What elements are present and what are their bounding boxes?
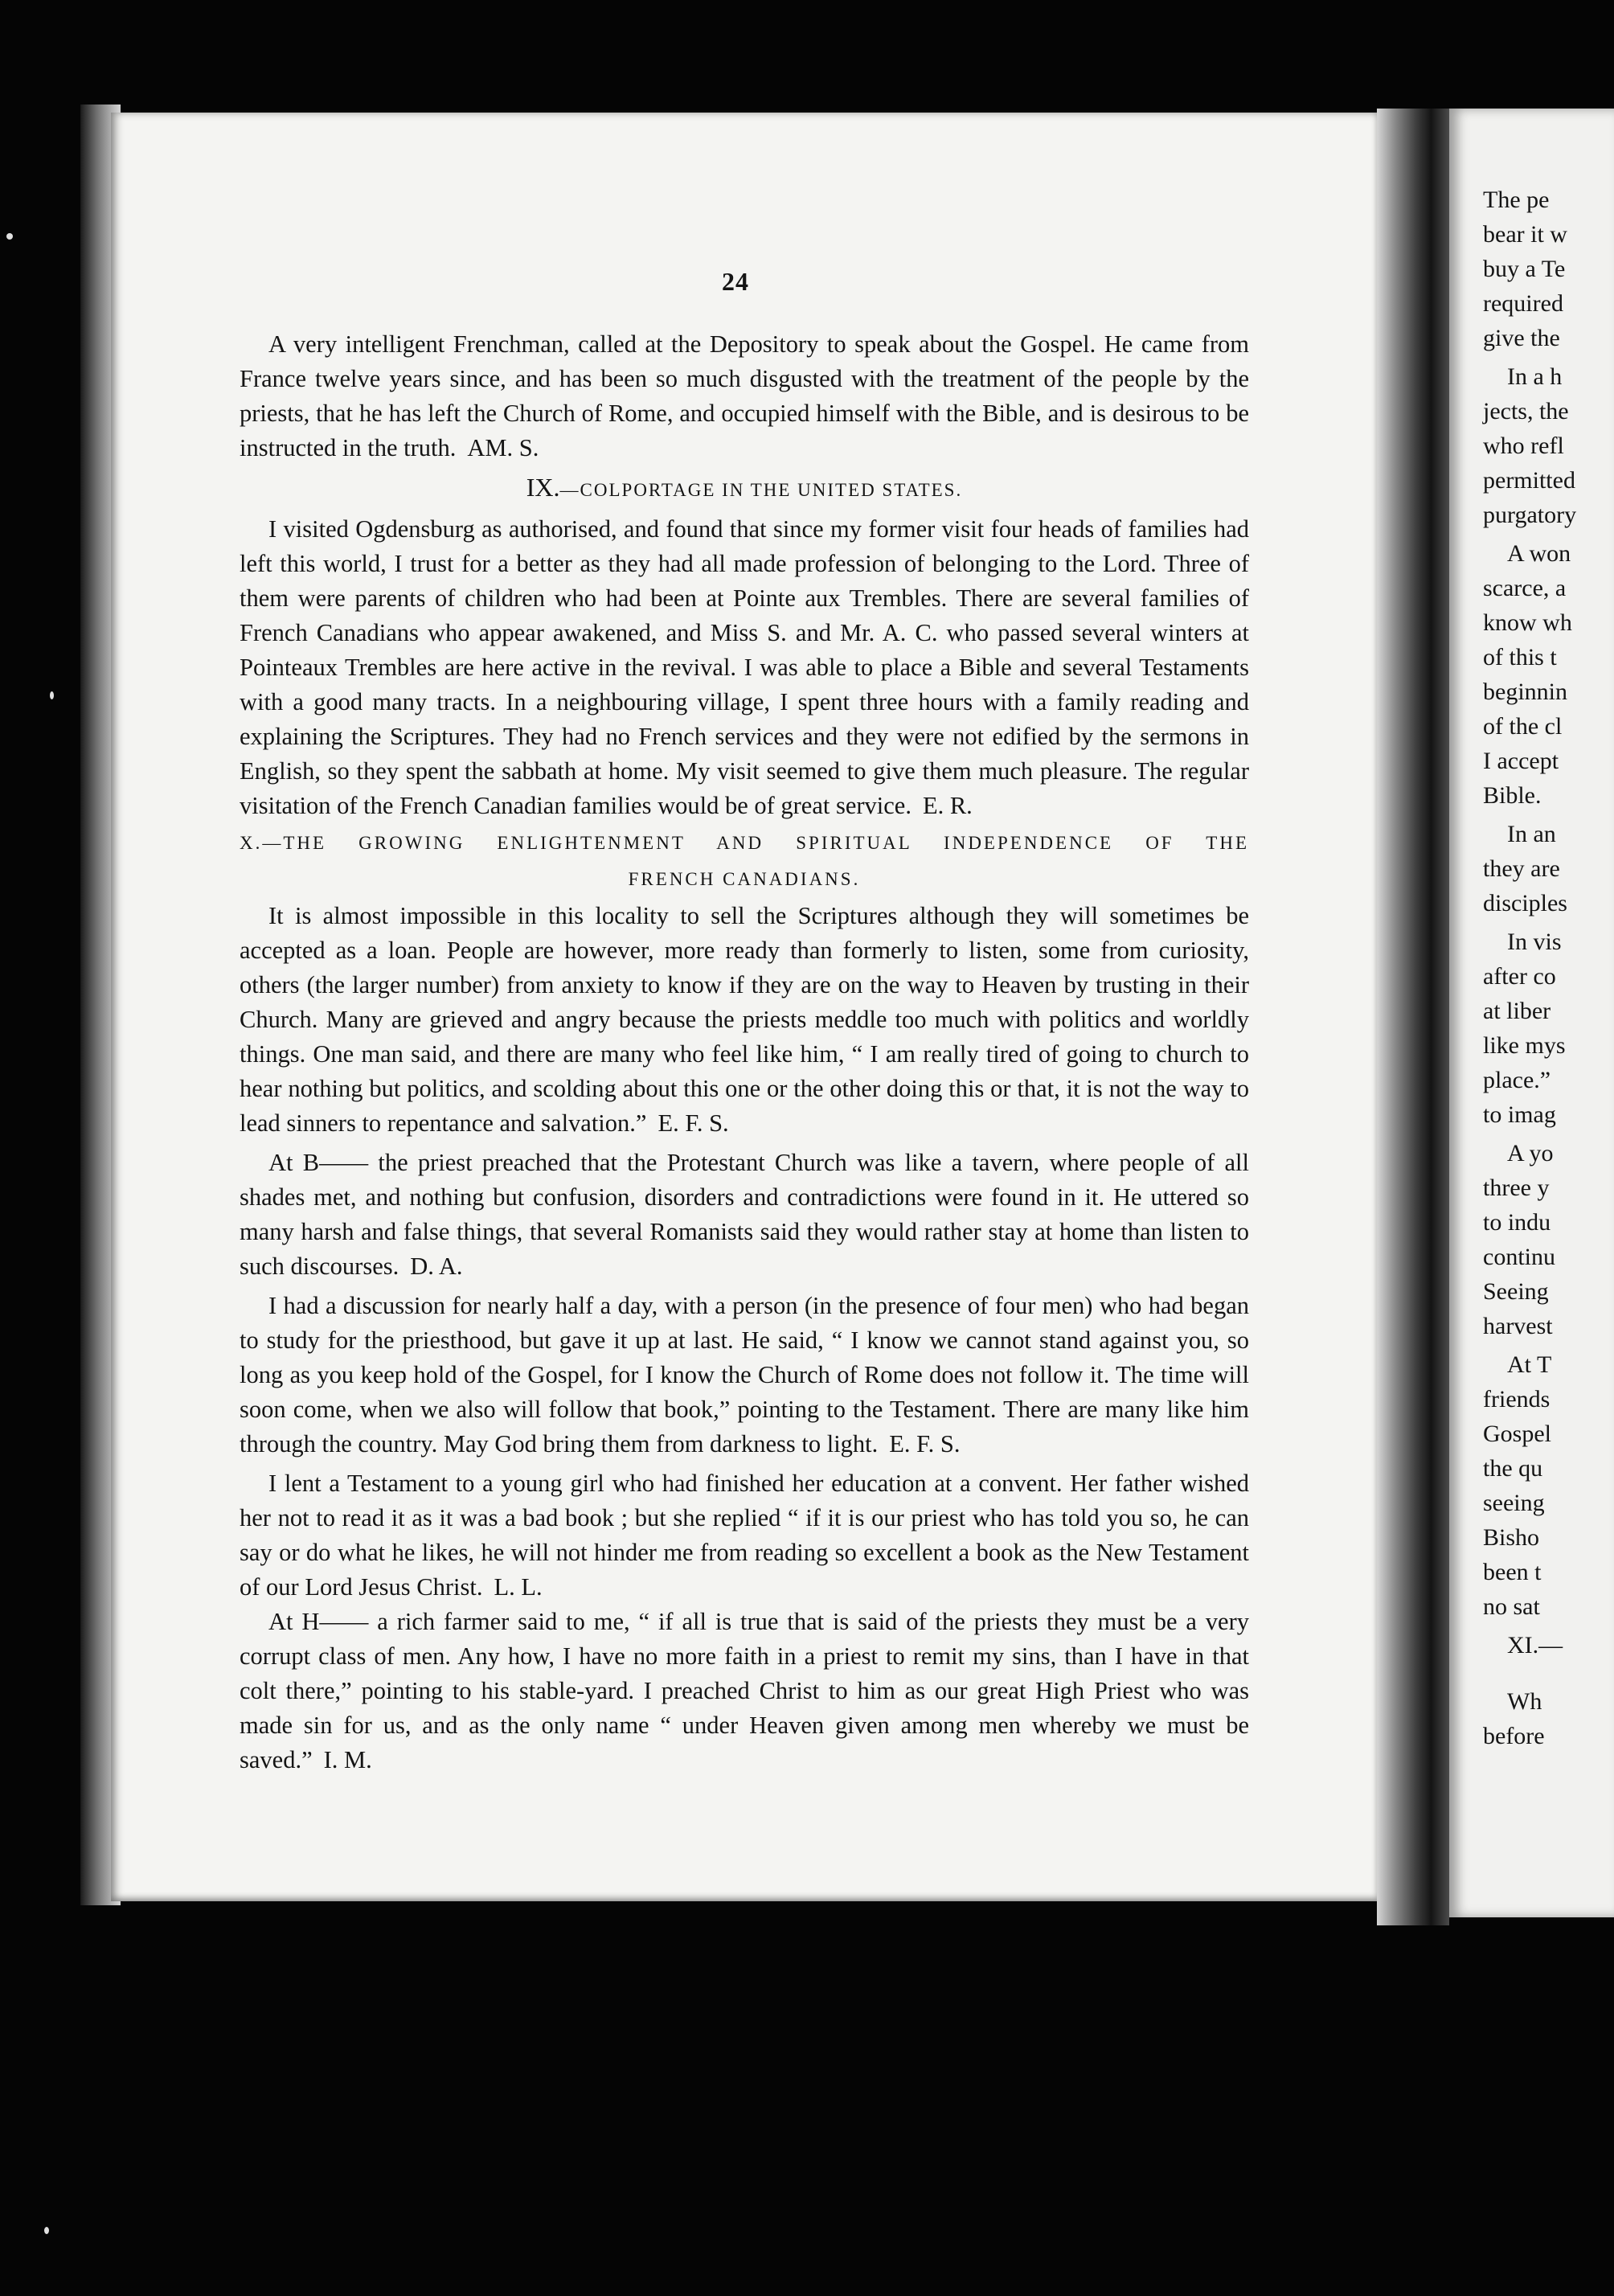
paragraph-text: I had a discussion for nearly half a day, with a person (in the presence of four men) who had began to study for the priesthood, but gave it up at last. He said, “ I know we cannot stand against you, so long as you keep hold of the Gospel, for I know the Church of Rome does not follow it. The time will soon come, when we also will follow that book,” pointing to the Testament. There are many like him through the country. May God bring them from darkness to light. <box>240 1292 1249 1458</box>
right-page-line: disciples <box>1483 890 1567 916</box>
paragraph-text: I lent a Testament to a young girl who had finished her education at a convent. Her father wished her not to read it as it was a bad book ; but she replied “ if it is our priest who has told you so, he can say or do what he likes, he will not hinder me from reading so excellent a book as the New Testament of our Lord Jesus Christ. <box>240 1470 1249 1601</box>
paragraph-farmer <box>240 1605 1249 1777</box>
right-page-line: Seeing <box>1483 1278 1549 1305</box>
paragraph-text: I visited Ogdensburg as authorised, and found that since my former visit four heads of families had left this world, I trust for a better as they had all made profession of belonging to the Lord. Three of them were parents of children who had been at Pointe aux Trembles. There are several families of French Canadians who appear awakened, and Miss S. and Mr. A. C. who passed several winters at Pointeaux Trembles are here active in the revival. I was able to place a Bible and several Testaments with a good many tracts. In a neighbouring village, I spent three hours with a family reading and explaining the Scriptures. They had no French services and they were not edified by the sermons in English, so they spent the sabbath at home. My visit seemed to give them much pleasure. The regular visitation of the French Canadian families would be of great service. <box>240 515 1249 819</box>
signature: E. R. <box>922 792 973 819</box>
signature: E. F. S. <box>657 1109 729 1137</box>
signature: I. M. <box>323 1746 372 1773</box>
signature: AM. S. <box>467 434 539 461</box>
paragraph-text: A very intelligent Frenchman, called at the Depository to speak about the Gospel. He came from France twelve years since, and has been so much disgusted with the treatment of the people by the priests, that he has left the Church of Rome, and occupied himself with the Bible, and is desirous to be instructed in the truth. <box>240 330 1249 461</box>
paragraph-frenchman <box>240 327 1249 465</box>
right-page-line: bear it w <box>1483 221 1567 248</box>
book-gutter <box>1377 109 1449 1925</box>
right-page-line: seeing <box>1483 1490 1545 1516</box>
right-page-line: place.” <box>1483 1067 1551 1093</box>
right-page-line: after co <box>1483 963 1556 990</box>
right-page <box>1449 109 1614 1917</box>
paragraph-tavern <box>240 1146 1249 1284</box>
signature: E. F. S. <box>889 1430 961 1458</box>
right-page-line: no sat <box>1483 1593 1540 1620</box>
signature: D. A. <box>410 1253 463 1280</box>
right-page-line: A won <box>1507 540 1571 567</box>
right-page-line: In a h <box>1507 363 1563 390</box>
right-page-line: the qu <box>1483 1455 1543 1482</box>
signature: L. L. <box>494 1573 543 1601</box>
paragraph-testament <box>240 1466 1249 1605</box>
right-page-line: At T <box>1507 1351 1552 1378</box>
section-number: IX. <box>526 473 560 502</box>
right-page-line: In vis <box>1507 929 1562 955</box>
paragraph-locality <box>240 899 1249 1141</box>
right-page-line: required <box>1483 290 1563 317</box>
right-page-line: Wh <box>1507 1688 1542 1715</box>
right-page-line: who refl <box>1483 433 1564 459</box>
right-page-line: Gospel <box>1483 1421 1551 1447</box>
paragraph-text: At B—— the priest preached that the Protestant Church was like a tavern, where people of all shades met, and nothing but confusion, disorders and contradictions were found in it. He uttered so many harsh and false things, that several Romanists said they would rather stay at home than listen to such discourses. <box>240 1149 1249 1280</box>
right-page-line: buy a Te <box>1483 256 1566 282</box>
right-page-line: I accept <box>1483 748 1559 774</box>
paragraph-ogdensburg <box>240 512 1249 823</box>
section-heading-x-line1: X.—THE GROWING ENLIGHTENMENT AND SPIRITUAL INDEPENDENCE OF THE <box>240 833 1249 853</box>
right-page-line: beginnin <box>1483 679 1567 705</box>
right-page-line: to imag <box>1483 1101 1556 1128</box>
right-page-line: Bible. <box>1483 782 1542 809</box>
right-page-line: before <box>1483 1723 1545 1749</box>
paragraph-text: It is almost impossible in this locality to sell the Scriptures although they will sometimes be accepted as a loan. People are however, more ready than formerly to listen, some from curiosity, others (the larger number) from anxiety to know if they are on the way to Heaven by trusting in their Church. Many are grieved and angry because the priests meddle too much with politics and worldly things. One man said, and there are many who feel like him, “ I am really tired of going to church to hear nothing but politics, and scolding about this one or the other doing this or that, it is not the way to lead sinners to repentance and salvation.” <box>240 902 1249 1137</box>
right-page-line: been t <box>1483 1559 1542 1585</box>
right-page-line: know wh <box>1483 609 1572 636</box>
paragraph-discussion <box>240 1289 1249 1462</box>
right-page-line: Bisho <box>1483 1524 1540 1551</box>
section-heading-ix <box>240 470 1249 507</box>
right-page-line: to indu <box>1483 1209 1551 1236</box>
right-page-line: A yo <box>1507 1140 1554 1166</box>
right-page-line: The pe <box>1483 187 1550 213</box>
page-number: 24 <box>722 267 749 296</box>
right-page-line: give the <box>1483 325 1560 351</box>
right-page-line: three y <box>1483 1175 1550 1201</box>
dust-speck <box>50 691 54 699</box>
right-page-line: harvest <box>1483 1313 1553 1339</box>
right-page-line: purgatory <box>1483 502 1577 528</box>
right-page-line: In an <box>1507 821 1556 847</box>
dust-speck <box>44 2227 49 2234</box>
right-page-line: they are <box>1483 855 1560 882</box>
right-page-line: of the cl <box>1483 713 1563 740</box>
right-page-line: jects, the <box>1483 398 1569 424</box>
right-page-line: permitted <box>1483 467 1575 494</box>
right-page-line: like mys <box>1483 1032 1566 1059</box>
dust-speck <box>6 233 13 240</box>
right-page-line: scarce, a <box>1483 575 1567 601</box>
section-title: —COLPORTAGE IN THE UNITED STATES. <box>559 480 963 500</box>
right-page-line: XI.— <box>1507 1632 1563 1658</box>
right-page-line: of this t <box>1483 644 1557 670</box>
left-page-text <box>240 327 1249 1777</box>
right-page-line: at liber <box>1483 998 1551 1024</box>
right-page-line: friends <box>1483 1386 1551 1412</box>
section-heading-x-line2: FRENCH CANADIANS. <box>628 869 861 889</box>
paragraph-text: At H—— a rich farmer said to me, “ if all is true that is said of the priests they must be a very corrupt class of men. Any how, I have no more faith in a priest to remit my sins, than I have in that colt there,” pointing to his stable-yard. I preached Christ to him as our great High Priest who was made sin for us, and as the only name “ under Heaven given among men whereby we must be saved.” <box>240 1608 1249 1773</box>
right-page-line: continu <box>1483 1244 1555 1270</box>
